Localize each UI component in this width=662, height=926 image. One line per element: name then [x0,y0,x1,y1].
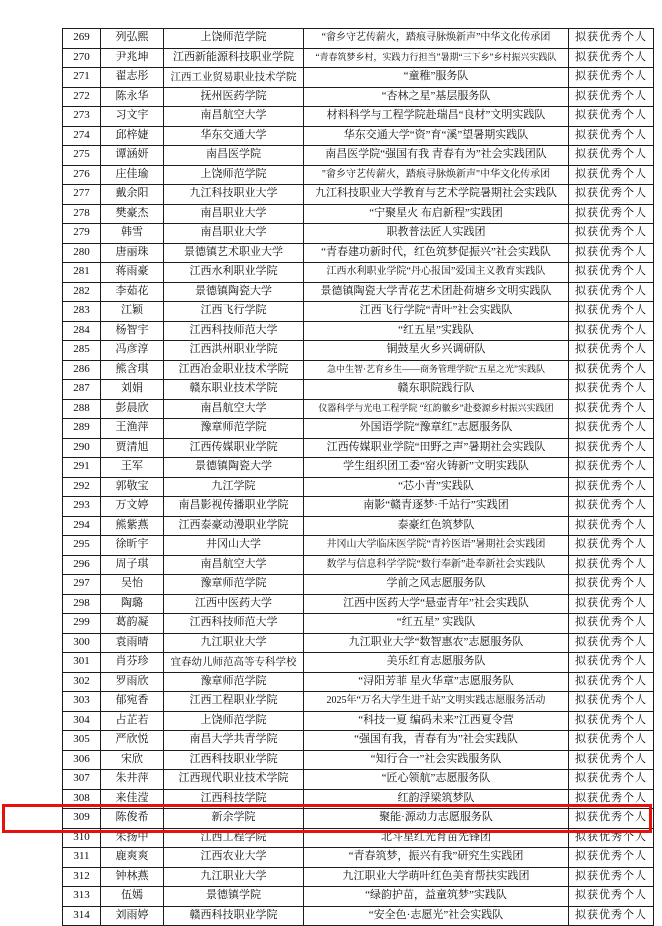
cell-name: 周子琪 [101,555,164,575]
table-row [63,770,654,790]
cell-team: 景德镇陶瓷大学青花艺术团赴荷塘乡文明实践队 [304,282,569,302]
cell-no: 287 [63,380,101,400]
cell-no: 314 [63,906,101,926]
cell-status: 拟获优秀个人 [569,282,654,302]
cell-no: 294 [63,516,101,536]
cell-team: 井冈山大学临床医学院“青衿医语”暑期社会实践团 [304,536,569,556]
cell-name: 邱梓婕 [101,126,164,146]
cell-status: 拟获优秀个人 [569,516,654,536]
cell-team: 学生组织团工委“窑火铸新”文明实践队 [304,458,569,478]
cell-name: 习文宇 [101,107,164,127]
cell-team: 江西传媒职业学院“田野之声”暑期社会实践队 [304,438,569,458]
cell-no: 297 [63,575,101,595]
cell-name: 谭涵妍 [101,146,164,166]
cell-status: 拟获优秀个人 [569,770,654,790]
cell-school: 景德镇学院 [164,887,304,907]
cell-team: 美乐红育志愿服务队 [304,653,569,673]
cell-status: 拟获优秀个人 [569,692,654,712]
cell-school: 宜春幼儿师范高等专科学校 [164,653,304,673]
cell-team: 聚能·源动力志愿服务队 [304,809,569,829]
cell-school: 抚州医药学院 [164,87,304,107]
table-row [63,672,654,692]
cell-school: 景德镇陶瓷大学 [164,458,304,478]
cell-team: 北斗星红光育苗先锋团 [304,828,569,848]
cell-team: 数学与信息科学学院“数行奉新”赴奉新社会实践队 [304,555,569,575]
cell-status: 拟获优秀个人 [569,29,654,49]
cell-status: 拟获优秀个人 [569,731,654,751]
cell-team: “青春筑梦乡村，实践力行担当”暑期“三下乡”乡村振兴实践队 [304,48,569,68]
table-row [63,789,654,809]
cell-status: 拟获优秀个人 [569,555,654,575]
cell-status: 拟获优秀个人 [569,380,654,400]
table-row [63,809,654,829]
cell-team: 铜鼓星火乡兴调研队 [304,341,569,361]
cell-team: 红韵浮梁筑梦队 [304,789,569,809]
cell-team: “绿韵护苗，益童筑梦”实践队 [304,887,569,907]
cell-name: 徐昕宇 [101,536,164,556]
cell-no: 310 [63,828,101,848]
cell-status: 拟获优秀个人 [569,536,654,556]
table-row [63,29,654,49]
cell-status: 拟获优秀个人 [569,711,654,731]
table-row [63,224,654,244]
cell-team: “科技一夏 编码未来”江西夏令营 [304,711,569,731]
cell-no: 308 [63,789,101,809]
award-table-body [63,29,654,926]
cell-school: 豫章师范学院 [164,419,304,439]
cell-status: 拟获优秀个人 [569,789,654,809]
cell-no: 306 [63,750,101,770]
cell-team: 外国语学院“豫章红”志愿服务队 [304,419,569,439]
cell-team: 九江职业大学萌叶红色美育帮扶实践团 [304,867,569,887]
table-row [63,243,654,263]
cell-school: 江西冶金职业技术学院 [164,360,304,380]
cell-no: 307 [63,770,101,790]
table-row [63,633,654,653]
cell-status: 拟获优秀个人 [569,87,654,107]
table-row [63,399,654,419]
cell-team: “匠心领航”志愿服务队 [304,770,569,790]
cell-status: 拟获优秀个人 [569,633,654,653]
table-row [63,126,654,146]
cell-name: 占芷若 [101,711,164,731]
cell-team: 学前之风志愿服务队 [304,575,569,595]
cell-status: 拟获优秀个人 [569,672,654,692]
cell-name: 郭敬宝 [101,477,164,497]
cell-school: 江西水利职业学院 [164,263,304,283]
cell-no: 276 [63,165,101,185]
cell-status: 拟获优秀个人 [569,321,654,341]
cell-no: 284 [63,321,101,341]
cell-name: 吴怡 [101,575,164,595]
cell-name: 王军 [101,458,164,478]
cell-no: 290 [63,438,101,458]
cell-name: 刘雨婷 [101,906,164,926]
cell-no: 280 [63,243,101,263]
cell-name: 杨智宇 [101,321,164,341]
cell-name: 蒋雨豪 [101,263,164,283]
cell-no: 300 [63,633,101,653]
cell-no: 271 [63,68,101,88]
cell-school: 南昌航空大学 [164,399,304,419]
table-row [63,185,654,205]
cell-status: 拟获优秀个人 [569,48,654,68]
cell-school: 上饶师范学院 [164,165,304,185]
cell-name: 刘娟 [101,380,164,400]
cell-name: 陈俊希 [101,809,164,829]
table-row [63,282,654,302]
cell-no: 277 [63,185,101,205]
cell-school: 华东交通大学 [164,126,304,146]
cell-school: 江西科技学院 [164,789,304,809]
cell-status: 拟获优秀个人 [569,204,654,224]
table-row [63,848,654,868]
cell-school: 南昌影视传播职业学院 [164,497,304,517]
cell-no: 288 [63,399,101,419]
cell-school: 江西飞行学院 [164,302,304,322]
cell-team: 江西水利职业学院“丹心报国”爱国主义教育实践队 [304,263,569,283]
cell-team: 华东交通大学“资”育“溪”望暑期实践队 [304,126,569,146]
cell-team: 赣东职院践行队 [304,380,569,400]
table-row [63,48,654,68]
cell-status: 拟获优秀个人 [569,477,654,497]
cell-school: 景德镇艺术职业大学 [164,243,304,263]
cell-team: “红五星” 实践队 [304,614,569,634]
cell-status: 拟获优秀个人 [569,653,654,673]
cell-status: 拟获优秀个人 [569,107,654,127]
table-row [63,536,654,556]
cell-name: 肖芬珍 [101,653,164,673]
cell-name: 贾清旭 [101,438,164,458]
cell-team: “青春筑梦，振兴有我”研究生实践团 [304,848,569,868]
cell-team: 急中生智·艺育乡生——商务管理学院“五星之光”实践队 [304,360,569,380]
cell-no: 269 [63,29,101,49]
cell-no: 299 [63,614,101,634]
cell-school: 新余学院 [164,809,304,829]
cell-no: 296 [63,555,101,575]
table-row [63,555,654,575]
table-row [63,438,654,458]
cell-no: 293 [63,497,101,517]
cell-name: 王渔萍 [101,419,164,439]
cell-status: 拟获优秀个人 [569,438,654,458]
cell-status: 拟获优秀个人 [569,399,654,419]
cell-name: 冯彦淳 [101,341,164,361]
cell-school: 江西中医药大学 [164,594,304,614]
table-row [63,419,654,439]
table-row [63,165,654,185]
table-row [63,146,654,166]
cell-name: 陈永华 [101,87,164,107]
cell-team: 江西中医药大学“悬壶青年”社会实践队 [304,594,569,614]
cell-name: 万文婷 [101,497,164,517]
cell-status: 拟获优秀个人 [569,458,654,478]
cell-name: 列弘熙 [101,29,164,49]
cell-no: 309 [63,809,101,829]
cell-no: 279 [63,224,101,244]
cell-status: 拟获优秀个人 [569,867,654,887]
cell-name: 朱井萍 [101,770,164,790]
cell-status: 拟获优秀个人 [569,68,654,88]
cell-school: 南昌医学院 [164,146,304,166]
table-row [63,204,654,224]
cell-status: 拟获优秀个人 [569,887,654,907]
cell-no: 301 [63,653,101,673]
table-row [63,263,654,283]
table-row [63,341,654,361]
cell-name: 陶璐 [101,594,164,614]
table-row [63,887,654,907]
table-row [63,867,654,887]
cell-school: 九江职业大学 [164,633,304,653]
cell-name: 来佳滢 [101,789,164,809]
cell-team: 南影“赣青逐梦·千站行”实践团 [304,497,569,517]
table-row [63,87,654,107]
cell-status: 拟获优秀个人 [569,594,654,614]
cell-school: 江西工程学院 [164,828,304,848]
cell-team: “杏林之星”基层服务队 [304,87,569,107]
cell-status: 拟获优秀个人 [569,497,654,517]
cell-no: 283 [63,302,101,322]
cell-name: 庄佳瑜 [101,165,164,185]
cell-school: 井冈山大学 [164,536,304,556]
cell-school: 南昌航空大学 [164,107,304,127]
table-row [63,594,654,614]
cell-school: 上饶师范学院 [164,29,304,49]
cell-name: 郁宛香 [101,692,164,712]
cell-school: 赣西科技职业学院 [164,906,304,926]
cell-team: “浔阳芳菲 星火华章”志愿服务队 [304,672,569,692]
cell-no: 278 [63,204,101,224]
cell-name: 严欣悦 [101,731,164,751]
table-row [63,497,654,517]
cell-name: 戴余阳 [101,185,164,205]
cell-school: 江西农业大学 [164,848,304,868]
table-row [63,692,654,712]
cell-no: 291 [63,458,101,478]
cell-team: 职教普法匠人实践团 [304,224,569,244]
table-row [63,575,654,595]
cell-status: 拟获优秀个人 [569,750,654,770]
cell-no: 273 [63,107,101,127]
cell-status: 拟获优秀个人 [569,419,654,439]
cell-school: 九江学院 [164,477,304,497]
cell-no: 304 [63,711,101,731]
cell-status: 拟获优秀个人 [569,906,654,926]
cell-status: 拟获优秀个人 [569,614,654,634]
cell-name: 钟林燕 [101,867,164,887]
table-row [63,750,654,770]
table-row [63,107,654,127]
cell-no: 298 [63,594,101,614]
cell-team: 泰豪红色筑梦队 [304,516,569,536]
table-row [63,711,654,731]
cell-school: 江西工程职业学院 [164,692,304,712]
cell-school: 九江科技职业大学 [164,185,304,205]
cell-school: 九江职业大学 [164,867,304,887]
cell-school: 南昌大学共青学院 [164,731,304,751]
cell-status: 拟获优秀个人 [569,341,654,361]
cell-status: 拟获优秀个人 [569,126,654,146]
cell-team: “畲乡守艺传薪火，踏痕寻脉焕新声”中华文化传承团 [304,29,569,49]
cell-name: 李茹花 [101,282,164,302]
cell-school: 江西洪州职业学院 [164,341,304,361]
cell-no: 270 [63,48,101,68]
cell-school: 江西现代职业技术学院 [164,770,304,790]
cell-school: 景德镇陶瓷大学 [164,282,304,302]
cell-team: “童稚”服务队 [304,68,569,88]
cell-name: 罗雨欣 [101,672,164,692]
cell-team: “知行合一”社会实践服务队 [304,750,569,770]
cell-no: 312 [63,867,101,887]
cell-no: 274 [63,126,101,146]
cell-school: 豫章师范学院 [164,575,304,595]
table-row [63,516,654,536]
cell-name: 袁雨晴 [101,633,164,653]
cell-name: 樊豪杰 [101,204,164,224]
cell-name: 唐丽珠 [101,243,164,263]
cell-no: 292 [63,477,101,497]
table-row [63,68,654,88]
table-row [63,458,654,478]
cell-name: 翟志彤 [101,68,164,88]
cell-status: 拟获优秀个人 [569,224,654,244]
cell-school: 南昌航空大学 [164,555,304,575]
cell-name: 熊含琪 [101,360,164,380]
cell-no: 272 [63,87,101,107]
cell-name: 熊紫燕 [101,516,164,536]
table-row [63,477,654,497]
table-row [63,321,654,341]
table-row [63,653,654,673]
cell-name: 葛韵凝 [101,614,164,634]
cell-team: “强国有我，青春有为”社会实践队 [304,731,569,751]
table-row [63,906,654,926]
table-row [63,731,654,751]
cell-no: 282 [63,282,101,302]
cell-team: "畲乡守艺传薪火，踏痕寻脉焕新声"中华文化传承团 [304,165,569,185]
table-row [63,828,654,848]
cell-team: “芯小青”实践队 [304,477,569,497]
cell-status: 拟获优秀个人 [569,809,654,829]
cell-team: 江西飞行学院“青叶”社会实践队 [304,302,569,322]
table-row [63,614,654,634]
cell-team: 2025年“万名大学生进千站”文明实践志愿服务活动 [304,692,569,712]
cell-school: 南昌职业大学 [164,204,304,224]
cell-no: 275 [63,146,101,166]
cell-school: 上饶师范学院 [164,711,304,731]
cell-no: 311 [63,848,101,868]
cell-school: 江西科技师范大学 [164,321,304,341]
cell-status: 拟获优秀个人 [569,848,654,868]
cell-no: 313 [63,887,101,907]
cell-no: 285 [63,341,101,361]
cell-no: 289 [63,419,101,439]
cell-name: 鹿爽爽 [101,848,164,868]
cell-school: 江西工业贸易职业技术学院 [164,68,304,88]
cell-name: 伍嫣 [101,887,164,907]
cell-no: 295 [63,536,101,556]
cell-team: 南昌医学院“强国有我 青春有为”社会实践团队 [304,146,569,166]
cell-status: 拟获优秀个人 [569,185,654,205]
cell-name: 彭晨欣 [101,399,164,419]
cell-status: 拟获优秀个人 [569,360,654,380]
cell-status: 拟获优秀个人 [569,302,654,322]
cell-status: 拟获优秀个人 [569,146,654,166]
cell-team: 九江科技职业大学教育与艺术学院暑期社会实践队 [304,185,569,205]
cell-name: 江颖 [101,302,164,322]
cell-school: 南昌职业大学 [164,224,304,244]
cell-no: 303 [63,692,101,712]
cell-school: 赣东职业技术学院 [164,380,304,400]
cell-team: 仪器科学与光电工程学院 “红韵徽乡”赴婺源乡村振兴实践团 [304,399,569,419]
cell-team: 九江职业大学“数智惠农”志愿服务队 [304,633,569,653]
cell-team: “红五星”实践队 [304,321,569,341]
cell-status: 拟获优秀个人 [569,828,654,848]
cell-school: 豫章师范学院 [164,672,304,692]
cell-name: 宋欣 [101,750,164,770]
cell-no: 305 [63,731,101,751]
cell-status: 拟获优秀个人 [569,243,654,263]
cell-no: 286 [63,360,101,380]
cell-school: 江西科技职业学院 [164,750,304,770]
cell-name: 尹兆坤 [101,48,164,68]
table-row [63,360,654,380]
cell-school: 江西新能源科技职业学院 [164,48,304,68]
award-table [62,28,654,926]
cell-status: 拟获优秀个人 [569,263,654,283]
cell-team: “青春建功新时代，红色筑梦促振兴”社会实践队 [304,243,569,263]
cell-school: 江西科技师范大学 [164,614,304,634]
cell-no: 302 [63,672,101,692]
table-row [63,302,654,322]
table-row [63,380,654,400]
cell-name: 韩雪 [101,224,164,244]
cell-status: 拟获优秀个人 [569,165,654,185]
cell-team: “安全色·志愿光”社会实践队 [304,906,569,926]
cell-name: 朱扬中 [101,828,164,848]
cell-team: 材料科学与工程学院赴瑞昌“良材”文明实践队 [304,107,569,127]
cell-school: 江西泰豪动漫职业学院 [164,516,304,536]
cell-status: 拟获优秀个人 [569,575,654,595]
cell-team: “宁聚星火 布启新程”实践团 [304,204,569,224]
cell-no: 281 [63,263,101,283]
cell-school: 江西传媒职业学院 [164,438,304,458]
